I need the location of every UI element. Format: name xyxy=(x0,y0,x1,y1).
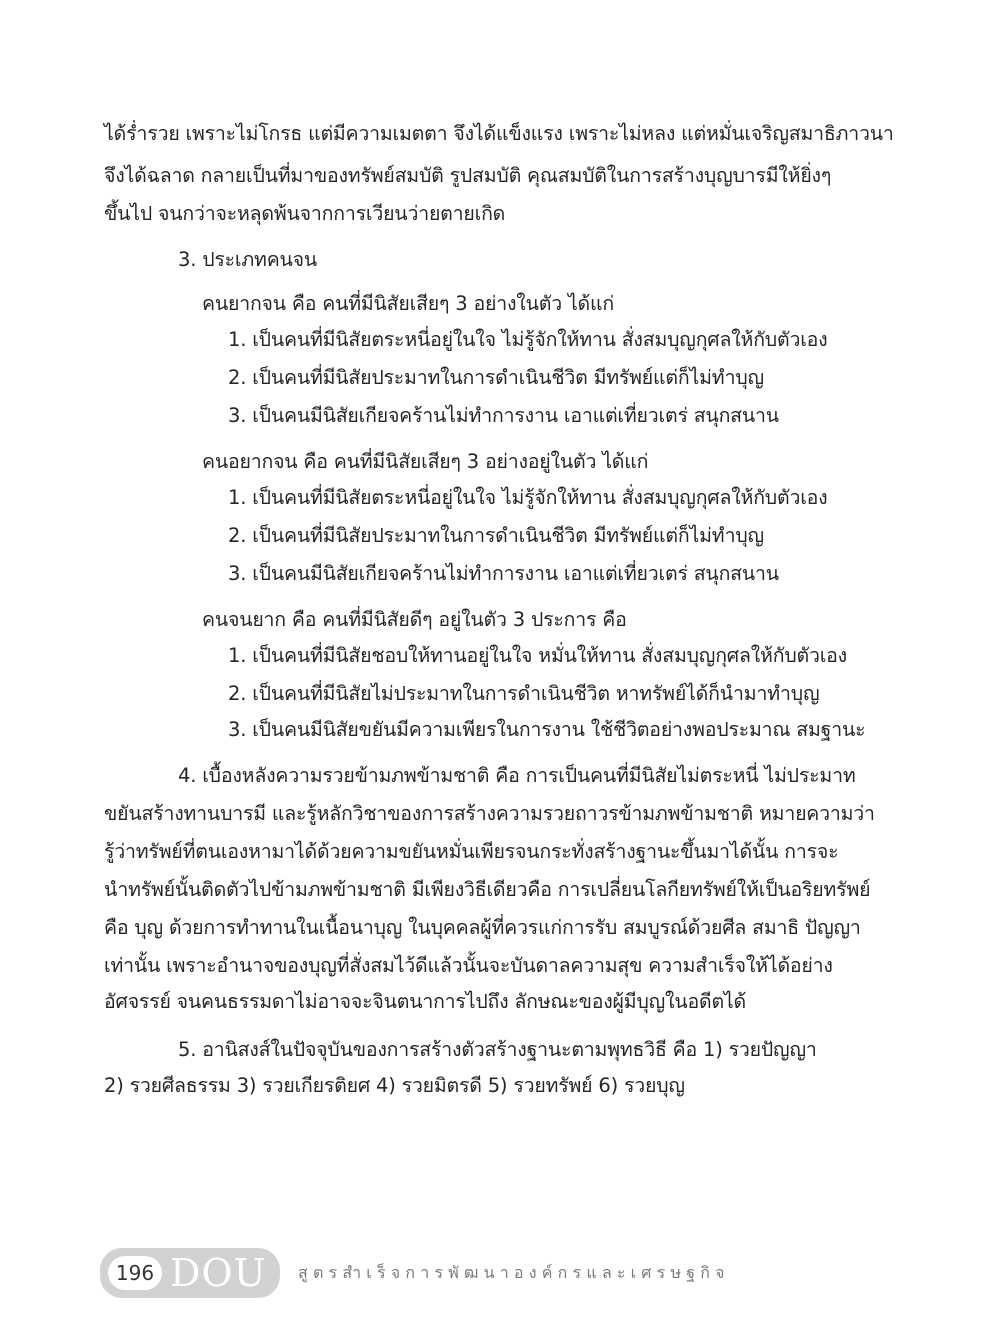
section-4-line-4: นำทรัพย์นั้นติดตัวไปข้ามภพข้ามชาติ มีเพียงวิธีเดียวคือ การเปลี่ยนโลกียทรัพย์ให้เป็นอริยทรัพย์ xyxy=(104,878,871,901)
section-4-line-5: คือ บุญ ด้วยการทำทานในเนื้อนาบุญ ในบุคคลผู้ที่ควรแก่การรับ สมบูรณ์ด้วยศีล สมาธิ ปัญญา xyxy=(104,916,861,939)
section-5-line-2: 2) รวยศีลธรรม 3) รวยเกียรติยศ 4) รวยมิตรดี 5) รวยทรัพย์ 6) รวยบุญ xyxy=(104,1074,685,1097)
group-2-title: คนอยากจน คือ คนที่มีนิสัยเสียๆ 3 อย่างอยู่ในตัว ได้แก่ xyxy=(202,450,649,473)
section-4-line-2: ขยันสร้างทานบารมี และรู้หลักวิชาของการสร้างความรวยถาวรข้ามภพข้ามชาติ หมายความว่า xyxy=(104,802,875,825)
group-3-item-1: 1. เป็นคนที่มีนิสัยชอบให้ทานอยู่ในใจ หมั่นให้ทาน สั่งสมบุญกุศลให้กับตัวเอง xyxy=(228,644,848,667)
group-2-item-1: 1. เป็นคนที่มีนิสัยตระหนี่อยู่ในใจ ไม่รู้จักให้ทาน สั่งสมบุญกุศลให้กับตัวเอง xyxy=(228,486,828,509)
section-4-line-1: 4. เบื้องหลังความรวยข้ามภพข้ามชาติ คือ การเป็นคนที่มีนิสัยไม่ตระหนี่ ไม่ประมาท xyxy=(178,764,856,787)
section-3-heading: 3. ประเภทคนจน xyxy=(178,248,318,271)
group-1-item-3: 3. เป็นคนมีนิสัยเกียจคร้านไม่ทำการงาน เอาแต่เที่ยวเตร่ สนุกสนาน xyxy=(228,404,779,427)
page-badge xyxy=(100,1248,280,1298)
section-5-line-1: 5. อานิสงส์ในปัจจุบันของการสร้างตัวสร้างฐานะตามพุทธวิธี คือ 1) รวยปัญญา xyxy=(178,1038,817,1061)
intro-line-3: ขึ้นไป จนกว่าจะหลุดพ้นจากการเวียนว่ายตายเกิด xyxy=(104,202,506,225)
group-3-item-3: 3. เป็นคนมีนิสัยขยันมีความเพียรในการงาน ใช้ชีวิตอย่างพอประมาณ สมฐานะ xyxy=(228,718,866,741)
page-footer xyxy=(100,1248,900,1300)
book-title: สูตรสำเร็จการพัฒนาองค์กรและเศรษฐกิจ xyxy=(298,1263,730,1282)
section-4-line-3: รู้ว่าทรัพย์ที่ตนเองหามาได้ด้วยความขยันหมั่นเพียรจนกระทั่งสร้างฐานะขึ้นมาได้นั้น การจะ xyxy=(104,840,839,863)
group-2-item-2: 2. เป็นคนที่มีนิสัยประมาทในการดำเนินชีวิต มีทรัพย์แต่ก็ไม่ทำบุญ xyxy=(228,524,764,547)
intro-line-2: จึงได้ฉลาด กลายเป็นที่มาของทรัพย์สมบัติ รูปสมบัติ คุณสมบัติในการสร้างบุญบารมีให้ยิ่งๆ xyxy=(104,164,832,187)
group-3-item-2: 2. เป็นคนที่มีนิสัยไม่ประมาทในการดำเนินชีวิต หาทรัพย์ได้ก็นำมาทำบุญ xyxy=(228,682,820,705)
group-1-item-2: 2. เป็นคนที่มีนิสัยประมาทในการดำเนินชีวิต มีทรัพย์แต่ก็ไม่ทำบุญ xyxy=(228,366,764,389)
group-1-title: คนยากจน คือ คนที่มีนิสัยเสียๆ 3 อย่างในตัว ได้แก่ xyxy=(202,292,614,315)
page-number: 196 xyxy=(108,1256,162,1290)
group-3-title: คนจนยาก คือ คนที่มีนิสัยดีๆ อยู่ในตัว 3 ประการ คือ xyxy=(202,608,627,631)
group-2-item-3: 3. เป็นคนมีนิสัยเกียจคร้านไม่ทำการงาน เอาแต่เที่ยวเตร่ สนุกสนาน xyxy=(228,562,779,585)
dou-logo: DOU xyxy=(170,1251,267,1295)
group-1-item-1: 1. เป็นคนที่มีนิสัยตระหนี่อยู่ในใจ ไม่รู้จักให้ทาน สั่งสมบุญกุศลให้กับตัวเอง xyxy=(228,328,828,351)
section-4-line-6: เท่านั้น เพราะอำนาจของบุญที่สั่งสมไว้ดีแล้วนั้นจะบันดาลความสุข ความสำเร็จให้ได้อย่าง xyxy=(104,954,833,977)
intro-line-1: ได้ร่ำรวย เพราะไม่โกรธ แต่มีความเมตตา จึงได้แข็งแรง เพราะไม่หลง แต่หมั่นเจริญสมาธิภาวนา xyxy=(104,122,894,145)
section-4-line-7: อัศจรรย์ จนคนธรรมดาไม่อาจจะจินตนาการไปถึง ลักษณะของผู้มีบุญในอดีตได้ xyxy=(104,990,746,1013)
